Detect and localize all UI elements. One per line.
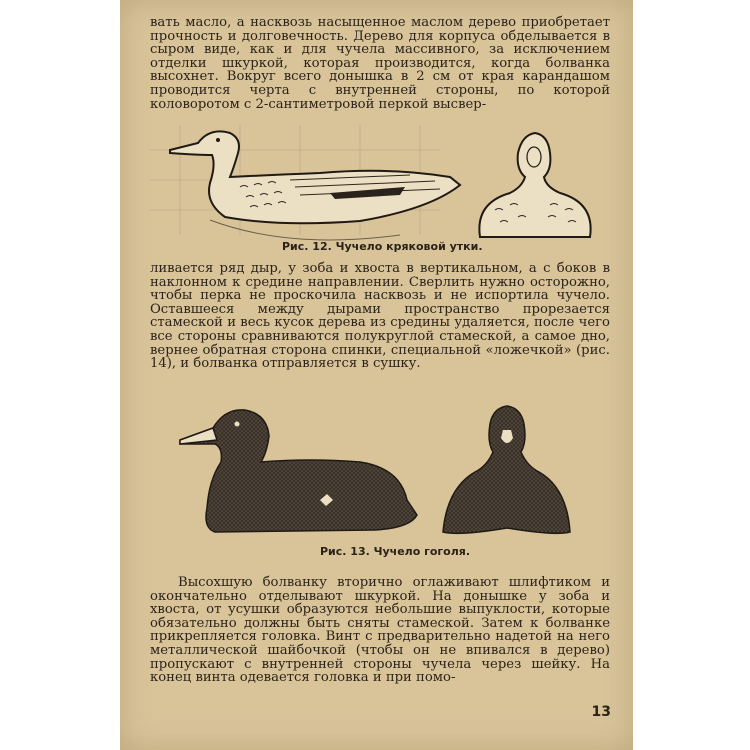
figure-12-caption: Рис. 12. Чучело кряковой утки.	[282, 240, 483, 253]
figure-13-caption: Рис. 13. Чучело гоголя.	[320, 545, 471, 558]
book-page	[120, 0, 633, 750]
paragraph-1: вать масло, а насквозь насыщенное маслом дерево приобретает прочность и долговечность. Дерево для корпуса обделывается в сыром виде, как и для чучела массивного, за исключением отделки шкуркой, которая производится, когда болванка высохнет. Вокруг всего донышка в 2 см от края карандашом проводится черта с внутренней стороны, по которой коловоротом с 2-сантиметровой перкой высвер-	[150, 15, 610, 112]
page-number: 13	[591, 704, 611, 720]
paragraph-3: Высохшую болванку вторично оглаживают шлифтиком и окончательно отделывают шкуркой. На донышке у зоба и хвоста, от усушки образуются небольшие выпуклости, которые обязательно должны быть сняты стамеской. Затем к болванке прикрепляется головка. Винт с предварительно надетой на него металлической шайбочкой (чтобы он не впивался в дерево) пропускают с внутренней стороны чучела через шейку. На конец винта одевается головка и при помо-	[150, 575, 610, 686]
mallard-decoy-illustration	[150, 125, 620, 245]
paragraph-2: ливается ряд дыр, у зоба и хвоста в вертикальном, а с боков в наклонном к средине направлении. Сверлить нужно осторожно, чтобы перка не проскочила насквозь и не испортила чучело. Оставшееся между дырами пространство прорезается стамеской и весь кусок дерева из средины удаляется, после чего все стороны сравниваются полукруглой стамеской, а самое дно, вернее обратная сторона спинки, специальной «ложечкой» (рис. 14), и болванка отправляется в сушку.	[150, 261, 610, 372]
goldeneye-decoy-illustration	[175, 400, 595, 540]
